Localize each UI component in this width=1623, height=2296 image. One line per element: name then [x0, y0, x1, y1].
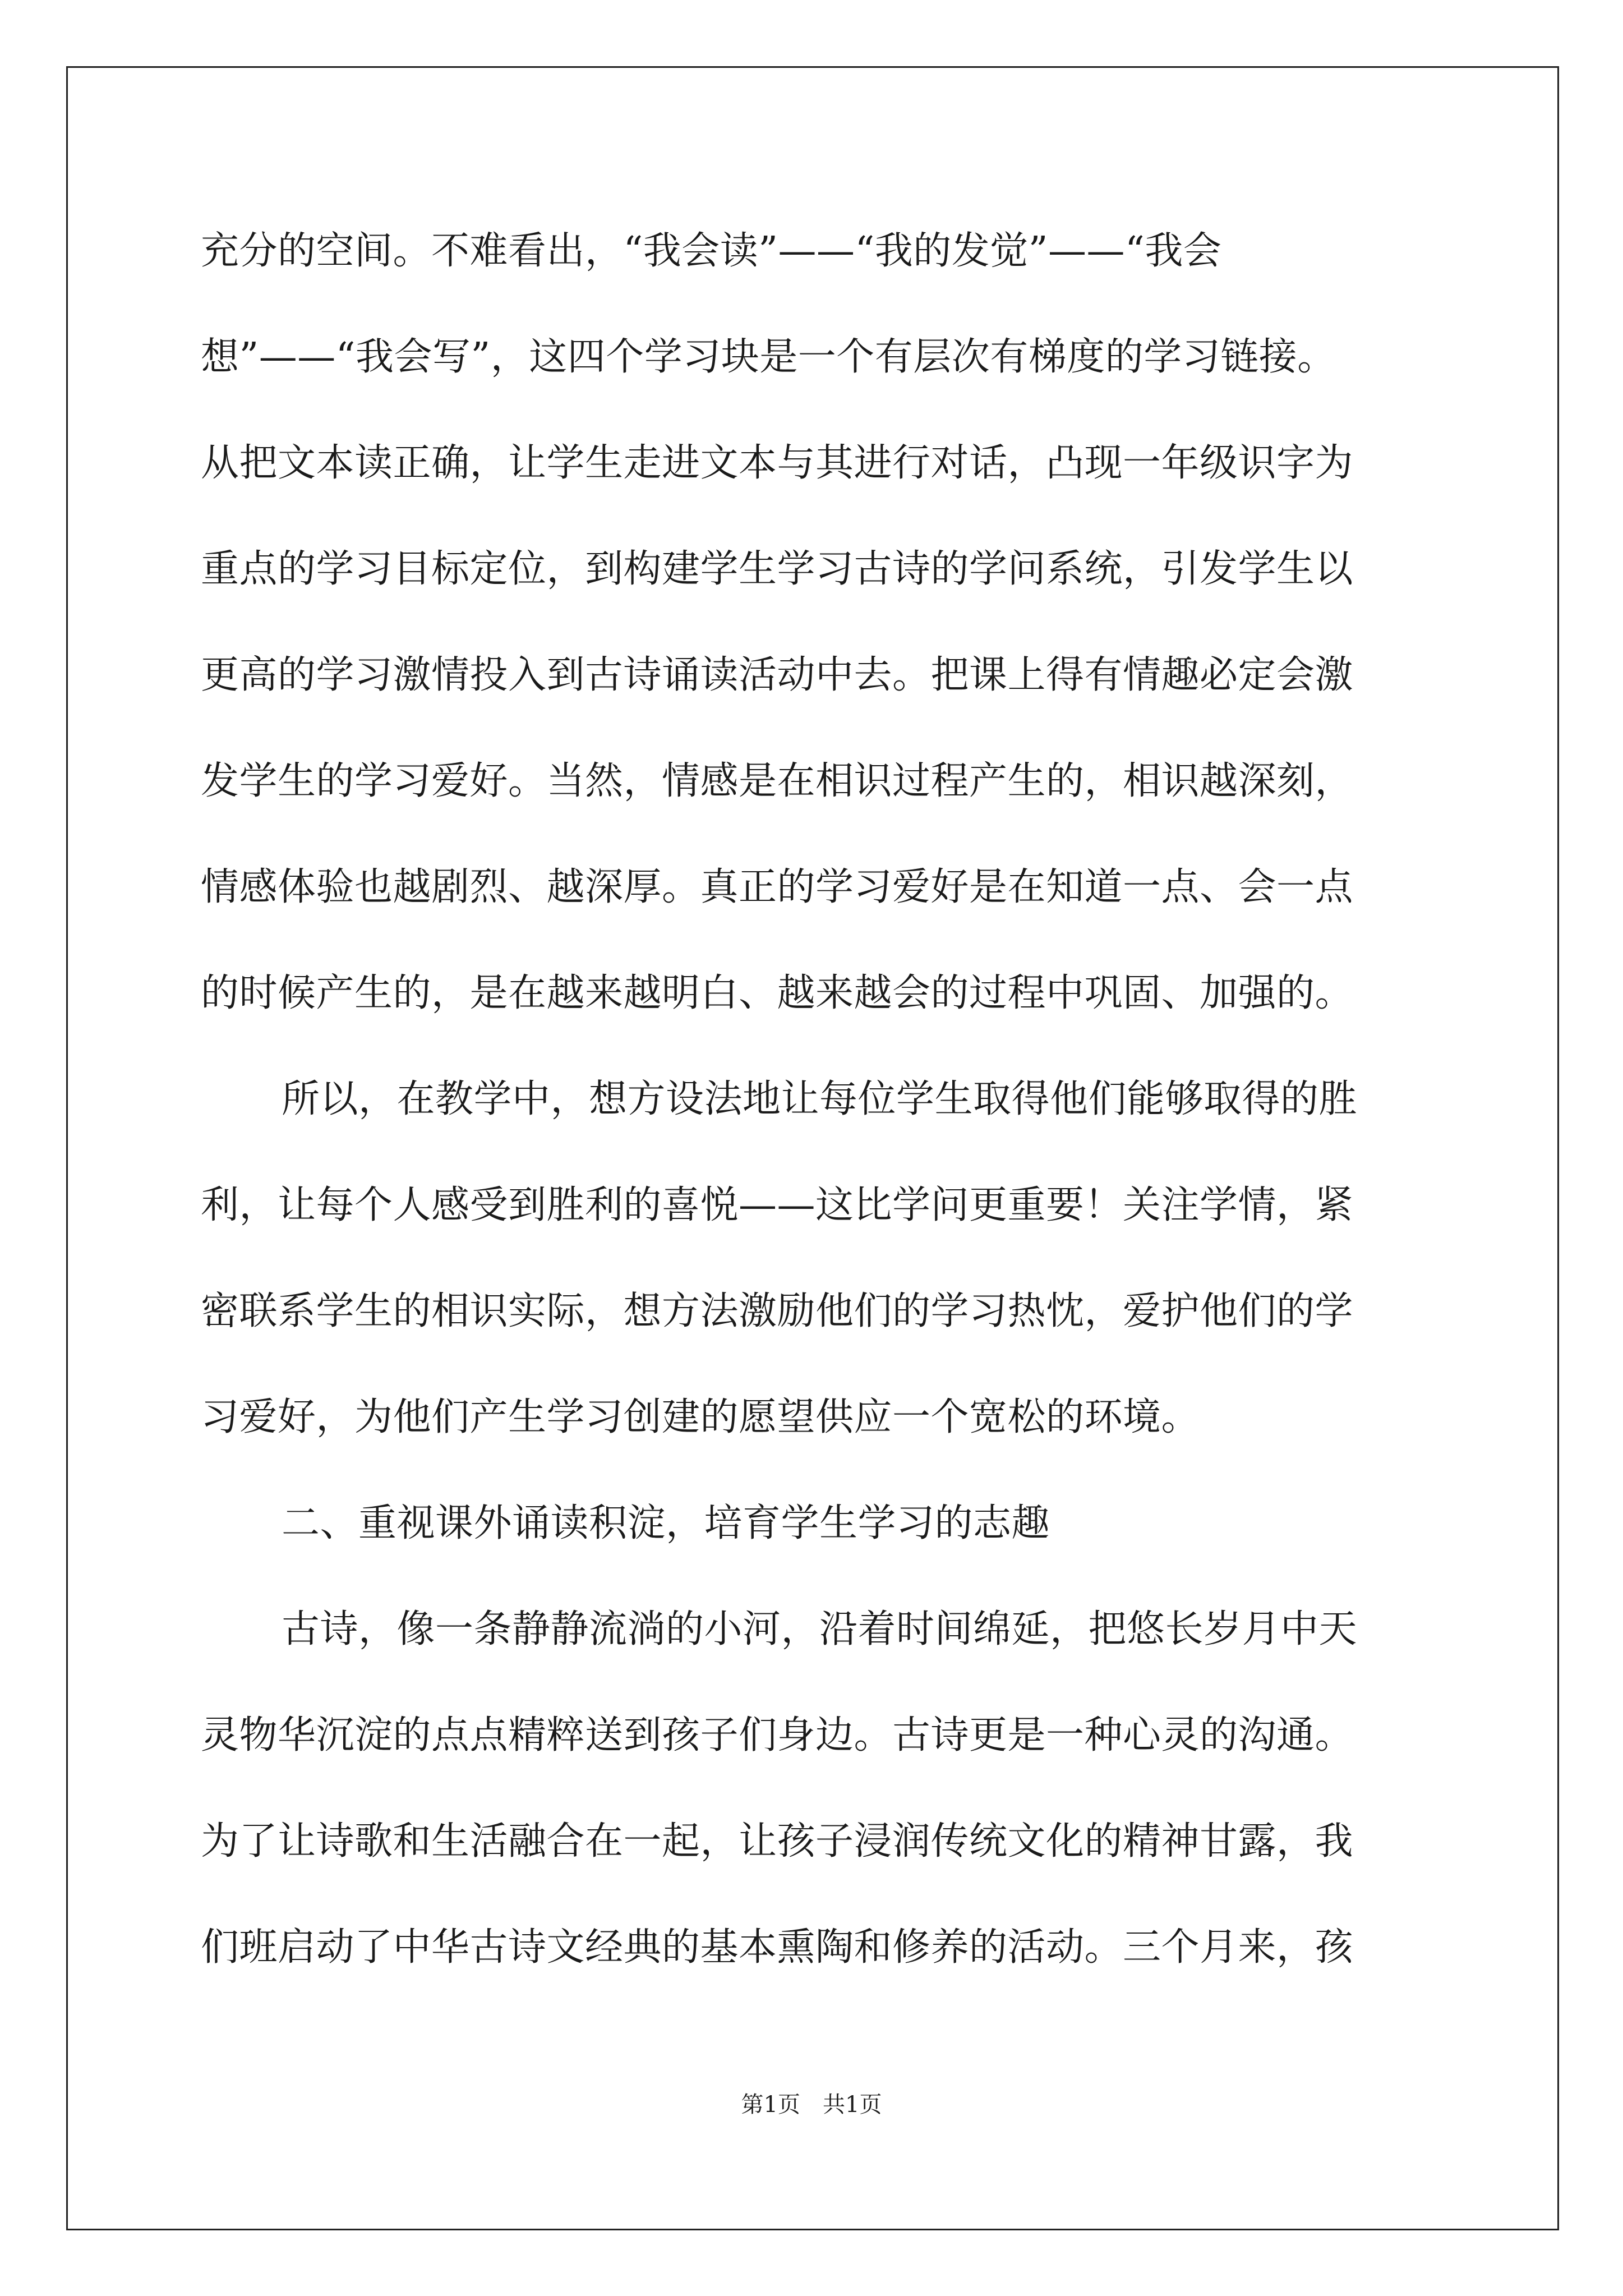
text-line: 灵物华沉淀的点点精粹送到孩子们身边。古诗更是一种心灵的沟通。 — [201, 1713, 1354, 1757]
text-line: 从把文本读正确，让学生走进文本与其进行对话，凸现一年级识字为 — [201, 441, 1354, 485]
text-line: 为了让诗歌和生活融合在一起，让孩子浸润传统文化的精神甘露，我 — [201, 1819, 1354, 1864]
page-footer — [0, 2087, 1623, 2119]
page-number: 第1页 — [741, 2092, 800, 2118]
text-line: 情感体验也越剧烈、越深厚。真正的学习爱好是在知道一点、会一点 — [201, 865, 1354, 909]
text-line: 发学生的学习爱好。当然，情感是在相识过程产生的，相识越深刻， — [201, 759, 1354, 803]
paragraph-start-line: 所以，在教学中，想方设法地让每位学生取得他们能够取得的胜 — [282, 1077, 1358, 1121]
text-line: 密联系学生的相识实际，想方法激励他们的学习热忱，爱护他们的学 — [201, 1289, 1354, 1333]
text-line: 利，让每个人感受到胜利的喜悦——这比学问更重要！关注学情，紧 — [201, 1183, 1354, 1227]
text-line: 的时候产生的，是在越来越明白、越来越会的过程中巩固、加强的。 — [201, 971, 1354, 1015]
text-line: 更高的学习激情投入到古诗诵读活动中去。把课上得有情趣必定会激 — [201, 653, 1354, 697]
paragraph-start-line: 古诗，像一条静静流淌的小河，沿着时间绵延，把悠长岁月中天 — [282, 1607, 1358, 1651]
text-line: 想”——“我会写”，这四个学习块是一个有层次有梯度的学习链接。 — [201, 335, 1336, 379]
text-line: 充分的空间。不难看出，“我会读”——“我的发觉”——“我会 — [201, 229, 1222, 273]
section-heading: 二、重视课外诵读积淀，培育学生学习的志趣 — [282, 1501, 1050, 1545]
text-line: 们班启动了中华古诗文经典的基本熏陶和修养的活动。三个月来，孩 — [201, 1925, 1354, 1970]
text-line: 习爱好，为他们产生学习创建的愿望供应一个宽松的环境。 — [201, 1395, 1200, 1439]
page-total: 共1页 — [823, 2092, 882, 2118]
document-body — [201, 212, 1435, 2014]
text-line: 重点的学习目标定位，到构建学生学习古诗的学问系统，引发学生以 — [201, 547, 1354, 591]
